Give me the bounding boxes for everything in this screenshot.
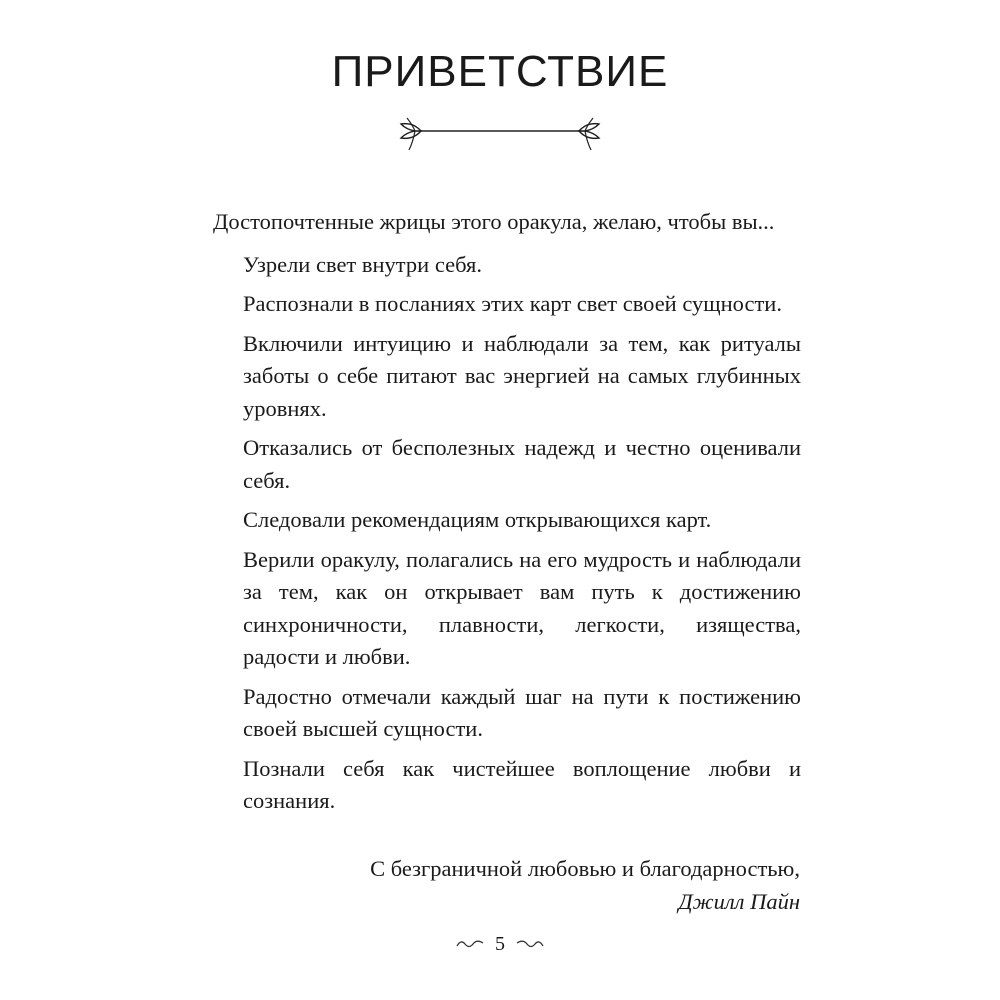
swirl-right-icon	[515, 937, 545, 951]
intro-paragraph: Достопочтенные жрицы этого оракула, желаю, чтобы вы...	[213, 209, 775, 234]
list-item: Отказались от бесполезных надежд и честно оценивали себя.	[243, 435, 801, 493]
page-title: ПРИВЕТСТВИЕ	[331, 47, 669, 96]
list-item: Узрели свет внутри себя.	[243, 251, 482, 277]
list-item: Радостно отмечали каждый шаг на пути к постижению своей высшей сущности.	[243, 683, 801, 741]
list-item: Верили оракулу, полагались на его мудрость и наблюдали за тем, как он открывает вам путь к достижению синхроничности, плавности, легкости, изящества, радости и любви.	[243, 546, 801, 669]
page-footer	[0, 928, 1000, 960]
closing-line: С безграничной любовью и благодарностью,	[370, 856, 800, 881]
author-name: Джилл Пайн	[678, 889, 800, 914]
swirl-left-icon	[455, 937, 485, 951]
main-text	[213, 206, 801, 825]
wishes-list	[213, 249, 801, 818]
list-item: Распознали в посланиях этих карт свет своей сущности.	[243, 291, 782, 316]
list-item: Познали себя как чистейшее воплощение любви и сознания.	[243, 755, 801, 813]
list-item: Включили интуицию и наблюдали за тем, как ритуалы заботы о себе питают вас энергией на самых глубинных уровнях.	[243, 330, 801, 421]
page-number: 5	[495, 932, 505, 955]
list-item: Следовали рекомендациям открывающихся карт.	[243, 507, 712, 532]
leaf-vine-divider-icon	[395, 112, 605, 156]
signoff	[213, 852, 800, 918]
